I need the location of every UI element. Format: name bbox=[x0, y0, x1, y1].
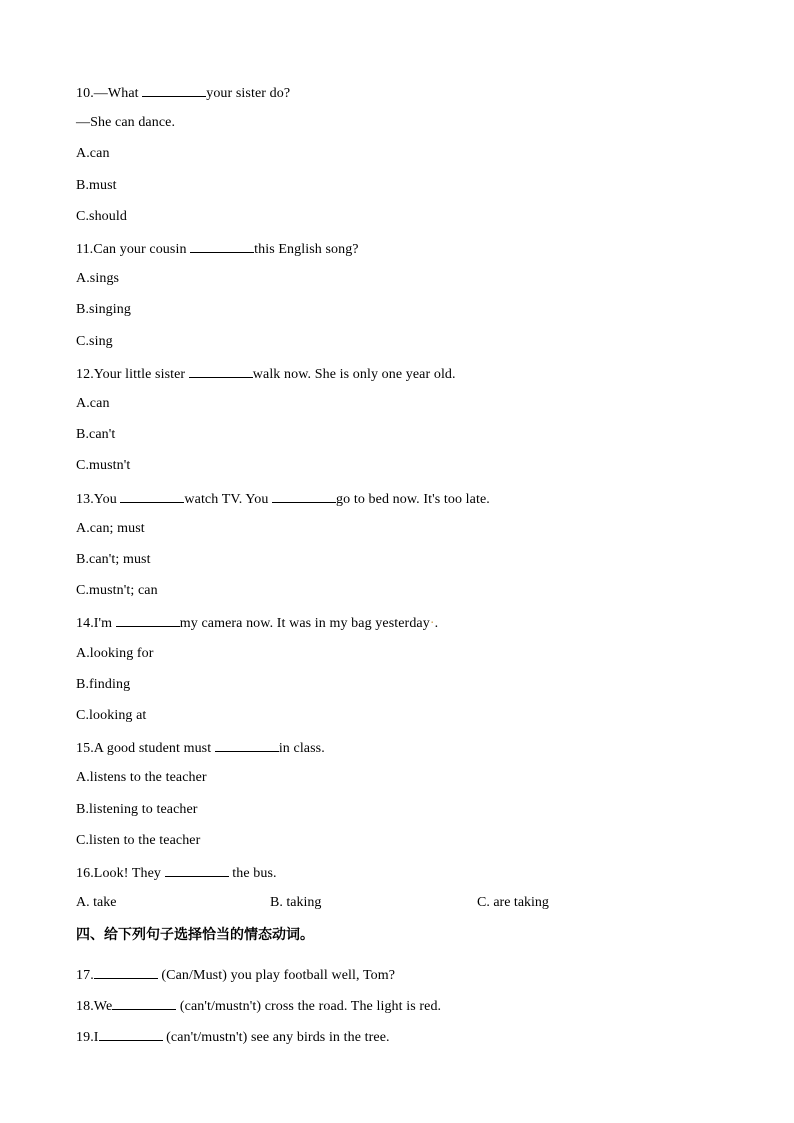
question-16-text: 16.Look! They bbox=[76, 866, 165, 881]
question-10-text: 10.—What bbox=[76, 86, 143, 101]
marker-dot: · bbox=[429, 616, 435, 631]
option-b[interactable]: B.must bbox=[76, 178, 117, 193]
answer-blank[interactable] bbox=[99, 1027, 163, 1041]
question-19 bbox=[76, 1027, 390, 1047]
option-b[interactable]: B. taking bbox=[270, 895, 322, 910]
option-a[interactable]: A.looking for bbox=[76, 646, 154, 661]
answer-blank[interactable] bbox=[142, 83, 206, 97]
answer-blank[interactable] bbox=[190, 239, 254, 253]
question-10-response: —She can dance. bbox=[76, 115, 176, 130]
question-17-text-end: (Can/Must) you play football well, Tom? bbox=[157, 968, 396, 983]
option-b[interactable]: B.singing bbox=[76, 302, 131, 317]
question-19-text-end: (can't/mustn't) see any birds in the tree. bbox=[162, 1030, 390, 1045]
option-c[interactable]: C.sing bbox=[76, 334, 113, 349]
question-14 bbox=[76, 613, 438, 633]
option-a[interactable]: A.sings bbox=[76, 271, 120, 286]
option-b[interactable]: B.listening to teacher bbox=[76, 802, 198, 817]
answer-blank[interactable] bbox=[189, 364, 253, 378]
question-14-text-end: my camera now. It was in my bag yesterday bbox=[179, 616, 430, 631]
option-c[interactable]: C.mustn't bbox=[76, 458, 131, 473]
option-a[interactable]: A.can; must bbox=[76, 521, 145, 536]
answer-blank[interactable] bbox=[116, 613, 180, 627]
option-b[interactable]: B.can't; must bbox=[76, 552, 151, 567]
question-11-text: 11.Can your cousin bbox=[76, 242, 191, 257]
question-13 bbox=[76, 489, 490, 509]
question-18-text: 18.We bbox=[76, 999, 113, 1014]
question-12-text-end: walk now. She is only one year old. bbox=[252, 367, 456, 382]
answer-blank[interactable] bbox=[94, 965, 158, 979]
section-heading: 四、给下列句子选择恰当的情态动词。 bbox=[76, 927, 314, 943]
question-13-text-end: go to bed now. It's too late. bbox=[336, 492, 490, 507]
question-17-text: 17. bbox=[76, 968, 94, 983]
answer-blank[interactable] bbox=[215, 738, 279, 752]
question-18-text-end: (can't/mustn't) cross the road. The light is red. bbox=[176, 999, 442, 1014]
question-18 bbox=[76, 996, 441, 1016]
option-a[interactable]: A.listens to the teacher bbox=[76, 770, 207, 785]
option-a[interactable]: A.can bbox=[76, 146, 110, 161]
question-17 bbox=[76, 965, 395, 985]
question-15-text: 15.A good student must bbox=[76, 741, 215, 756]
answer-blank[interactable] bbox=[112, 996, 176, 1010]
question-16 bbox=[76, 863, 277, 883]
option-c[interactable]: C.mustn't; can bbox=[76, 583, 158, 598]
option-b[interactable]: B.finding bbox=[76, 677, 131, 692]
option-c[interactable]: C.should bbox=[76, 209, 127, 224]
question-12 bbox=[76, 364, 456, 384]
answer-blank-1[interactable] bbox=[120, 489, 184, 503]
option-a[interactable]: A. take bbox=[76, 895, 117, 910]
answer-blank[interactable] bbox=[165, 863, 229, 877]
question-14-period: . bbox=[434, 616, 439, 631]
question-13-text: 13.You bbox=[76, 492, 121, 507]
question-14-text: 14.I'm bbox=[76, 616, 116, 631]
question-13-text-mid: watch TV. You bbox=[184, 492, 273, 507]
question-10-text-end: your sister do? bbox=[206, 86, 291, 101]
option-c[interactable]: C.listen to the teacher bbox=[76, 833, 201, 848]
option-c[interactable]: C.looking at bbox=[76, 708, 147, 723]
question-19-text: 19.I bbox=[76, 1030, 99, 1045]
question-15-text-end: in class. bbox=[278, 741, 325, 756]
answer-blank-2[interactable] bbox=[272, 489, 336, 503]
question-11-text-end: this English song? bbox=[254, 242, 359, 257]
question-12-text: 12.Your little sister bbox=[76, 367, 189, 382]
question-15 bbox=[76, 738, 325, 758]
option-b[interactable]: B.can't bbox=[76, 427, 116, 442]
question-11 bbox=[76, 239, 359, 259]
option-a[interactable]: A.can bbox=[76, 396, 110, 411]
option-c[interactable]: C. are taking bbox=[477, 895, 549, 910]
question-16-text-end: the bus. bbox=[228, 866, 277, 881]
question-10 bbox=[76, 83, 290, 103]
